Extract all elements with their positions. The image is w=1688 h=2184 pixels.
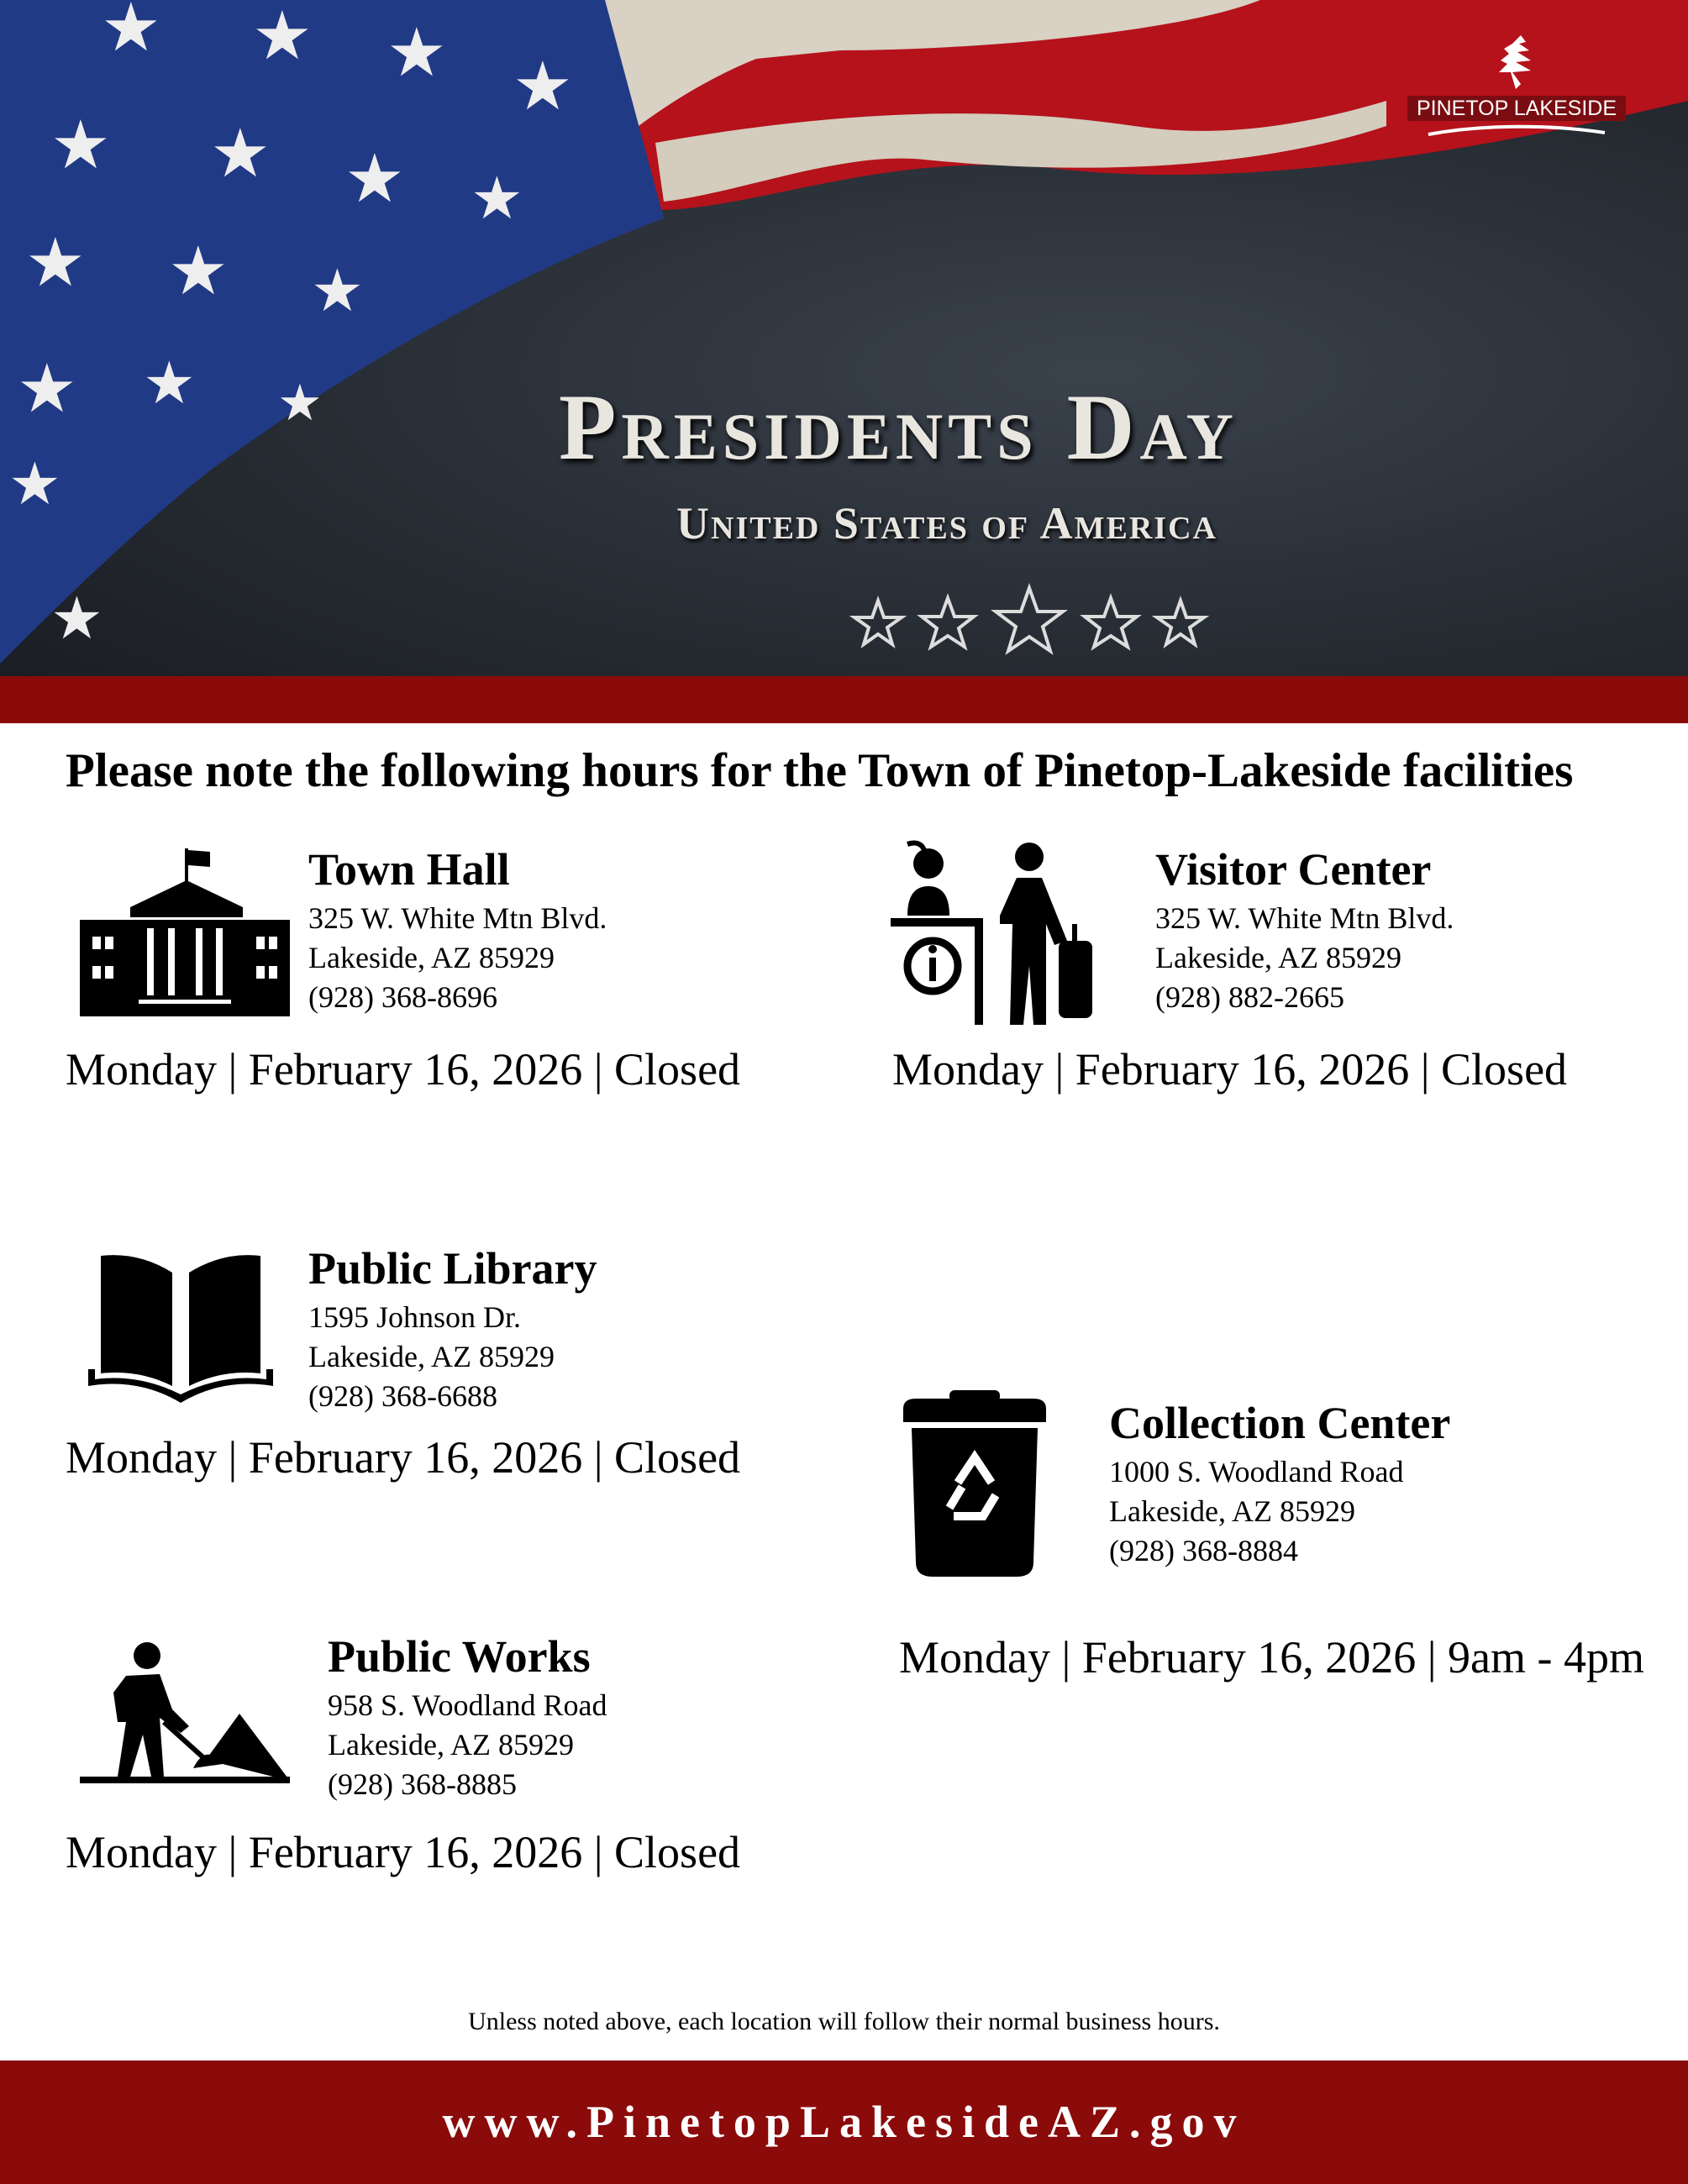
facility-city: Lakeside, AZ 85929 [328, 1728, 574, 1761]
facility-name: Town Hall [308, 844, 510, 895]
facility-phone: (928) 368-8885 [328, 1767, 517, 1801]
facility-hours: Monday | February 16, 2026 | Closed [66, 1432, 741, 1483]
facility-name: Public Library [308, 1243, 597, 1294]
facility-phone: (928) 368-6688 [308, 1379, 497, 1413]
presidents-day-banner [0, 0, 1688, 676]
svg-text:★: ★ [8, 453, 61, 517]
facility-public-works [328, 1631, 607, 1804]
facility-phone: (928) 882-2665 [1155, 980, 1344, 1014]
facility-address: 325 W. White Mtn Blvd. [1155, 901, 1454, 935]
svg-text:★: ★ [50, 109, 111, 183]
svg-text:★: ★ [25, 227, 86, 301]
facility-hours: Monday | February 16, 2026 | Closed [892, 1044, 1568, 1095]
headline: Please note the following hours for the Town of Pinetop-Lakeside facilities [66, 744, 1574, 797]
banner-subtitle: United States of America [676, 498, 1217, 549]
svg-text:★: ★ [50, 587, 103, 652]
worker-shovel-icon [80, 1642, 290, 1785]
svg-text:★: ★ [210, 118, 271, 192]
facility-address: 958 S. Woodland Road [328, 1688, 607, 1722]
logo-swoosh [1424, 124, 1609, 136]
svg-text:★: ★ [101, 0, 161, 66]
facility-address: 325 W. White Mtn Blvd. [308, 901, 607, 935]
svg-text:★: ★ [17, 353, 77, 427]
svg-text:★: ★ [277, 375, 323, 431]
red-divider-band [0, 676, 1688, 723]
recycle-bin-icon [899, 1390, 1050, 1579]
logo-text: PINETOP LAKESIDE [1407, 96, 1626, 121]
facility-city: Lakeside, AZ 85929 [308, 1340, 555, 1373]
svg-text:★: ★ [471, 167, 523, 232]
banner-title: Presidents Day [559, 375, 1238, 480]
website-url-link[interactable]: www.PinetopLakesideAZ.gov [0, 2061, 1688, 2184]
footer-note: Unless noted above, each location will follow their normal business hours. [468, 2008, 1220, 2035]
facility-city: Lakeside, AZ 85929 [1109, 1494, 1355, 1528]
facility-visitor-center [1155, 844, 1454, 1017]
facility-hours: Monday | February 16, 2026 | Closed [66, 1044, 741, 1095]
svg-text:★: ★ [513, 50, 573, 124]
decorative-stars-icon [855, 588, 1204, 651]
svg-text:★: ★ [168, 235, 229, 309]
facility-name: Public Works [328, 1631, 591, 1682]
facility-address: 1000 S. Woodland Road [1109, 1455, 1404, 1488]
facility-address: 1595 Johnson Dr. [308, 1300, 522, 1334]
svg-text:★: ★ [311, 260, 364, 324]
svg-text:★: ★ [387, 17, 447, 91]
facility-town-hall [308, 844, 607, 1017]
facility-city: Lakeside, AZ 85929 [308, 941, 555, 974]
pine-tree-icon [1487, 34, 1546, 92]
svg-text:★: ★ [143, 352, 196, 417]
facility-hours: Monday | February 16, 2026 | 9am - 4pm [899, 1632, 1644, 1683]
facility-phone: (928) 368-8696 [308, 980, 497, 1014]
facility-city: Lakeside, AZ 85929 [1155, 941, 1401, 974]
facility-public-library [308, 1243, 597, 1416]
facility-name: Visitor Center [1155, 844, 1432, 895]
facility-name: Collection Center [1109, 1398, 1451, 1448]
visitor-info-icon [891, 840, 1096, 1026]
pinetop-lakeside-logo [1407, 34, 1626, 136]
svg-text:★: ★ [252, 0, 313, 74]
facility-collection-center [1109, 1400, 1450, 1571]
svg-text:★: ★ [344, 143, 405, 217]
building-icon [80, 848, 290, 1016]
facility-phone: (928) 368-8884 [1109, 1534, 1298, 1567]
facility-hours: Monday | February 16, 2026 | Closed [66, 1827, 741, 1877]
book-icon [88, 1252, 273, 1407]
